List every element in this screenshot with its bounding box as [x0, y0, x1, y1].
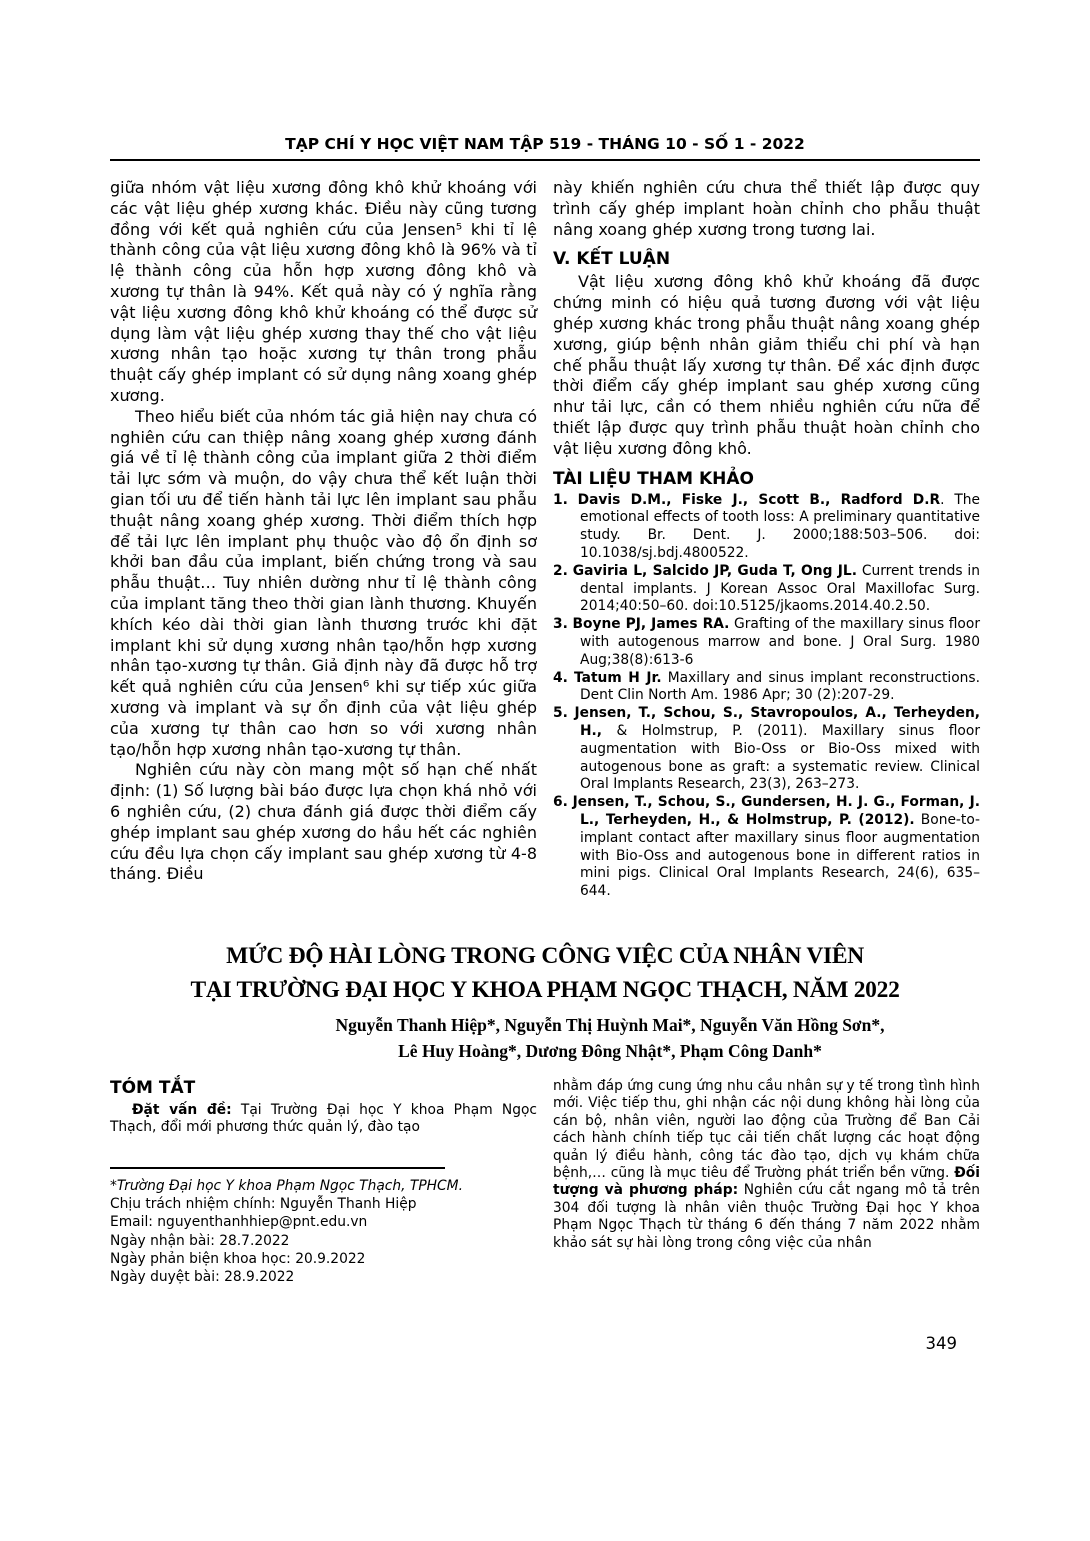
article2-title: [110, 939, 980, 1007]
reference-item: [553, 563, 980, 616]
article1-right-column: [553, 178, 980, 901]
reference-text: Maxillary and sinus implant reconstructions. Dent Clin North Am. 1986 Apr; 30 (2):207-29.: [580, 669, 981, 704]
journal-header: TẠP CHÍ Y HỌC VIỆT NAM TẬP 519 - THÁNG 10 - SỐ 1 - 2022: [110, 135, 980, 161]
reference-item: [553, 492, 980, 563]
article2-title-line1: MỨC ĐỘ HÀI LÒNG TRONG CÔNG VIỆC CỦA NHÂN VIÊN: [226, 942, 864, 969]
abstract-label: Đối tượng và phương pháp:: [553, 1164, 980, 1199]
abstract-text: nhằm đáp ứng cung ứng nhu cầu nhân sự y tế trong tình hình mới. Việc tiếp thu, ghi nhận các nội dung không hài lòng của cán bộ, nhân viên, người lao động của Trường để Ban Cải cách hành chính tiếp tục cải tiến chất lượng các hoạt động quản lý điều hành, công tác đào tạo, dịch vụ khám chữa bệnh,… cũng là mục tiêu để Trường phát triển bền vững.: [553, 1077, 980, 1181]
references-list: [553, 492, 980, 901]
article2-right-column: [553, 1078, 980, 1287]
reference-authors: Davis D.M., Fiske J., Scott B., Radford D.R: [577, 491, 941, 508]
abstract-paragraph-left: [110, 1102, 537, 1137]
abstract-text: Tại Trường Đại học Y khoa Phạm Ngọc Thạch, đổi mới phương thức quản lý, đào tạo: [110, 1101, 537, 1136]
paragraph: Theo hiểu biết của nhóm tác giả hiện nay chưa có nghiên cứu can thiệp nâng xoang ghép xương đánh giá về tỉ lệ thành công của implant giữa 2 thời điểm tải lực sớm và muộn, do vậy chưa thể kết luận thời gian tối ưu để tiến hành tải lực lên implant sau phẫu thuật nâng xoang ghép xương. Thời điểm thích hợp để tải lực lên implant phụ thuộc vào độ ổn định sơ khởi ban đầu của implant, biến chứng trong và sau phẫu thuật… Tuy nhiên dường như tỉ lệ thành công của implant tăng theo thời gian lành thương. Khuyến khích kéo dài thời gian lành thương trước khi đặt implant khi sử dụng xương nhân tạo/hỗn hợp xương nhân tạo-xương tự thân. Giả định này đã được hỗ trợ kết quả nghiên cứu của Jensen⁶ khi sự tiếp xúc giữa xương và implant và sự ổn định của vật liệu ghép của xương tự thân cao hơn so với xương nhân tạo/hỗn hợp xương nhân tạo-xương tự thân.: [110, 406, 537, 759]
conclusion-paragraph: Vật liệu xương đông khô khử khoáng đã được chứng minh có hiệu quả tương đương với vật liệu ghép xương khác trong phẫu thuật nâng xoang ghép xương, giúp bệnh nhân giảm thiểu chi phí và hạn chế phẫu thuật lấy xương tự thân. Để xác định được thời điểm cấy ghép implant sau ghép xương cũng như tải lực, cần có them nhiều nghiên cứu nữa để thiết lập được quy trình phẫu thuật hoàn chỉnh cho vật liệu xương đông khô.: [553, 272, 980, 458]
page-number: 349: [925, 1334, 957, 1353]
reference-authors: Tatum H Jr.: [574, 669, 662, 686]
footnote-accepted-date: Ngày duyệt bài: 28.9.2022: [110, 1269, 295, 1286]
article2-authors-line1: Nguyễn Thanh Hiệp*, Nguyễn Thị Huỳnh Mai*, Nguyễn Văn Hồng Sơn*,: [335, 1014, 885, 1035]
article2-columns: [110, 1078, 980, 1287]
reference-text: & Holmstrup, P. (2011). Maxillary sinus floor augmentation with Bio-Oss or Bio-Oss mixed with autogenous bone as graft: a systematic review. Clinical Oral Implants Research, 23(3), 263–273.: [580, 722, 980, 793]
footnote-review-date: Ngày phản biện khoa học: 20.9.2022: [110, 1250, 366, 1267]
footnote-affiliation: *Trường Đại học Y khoa Phạm Ngọc Thạch, TPHCM.: [110, 1177, 463, 1194]
reference-number: 4.: [553, 669, 568, 686]
abstract-label: Đặt vấn đề:: [132, 1101, 232, 1118]
reference-number: 6.: [553, 794, 568, 811]
article2-authors: [110, 1012, 980, 1064]
reference-authors: Gaviria L, Salcido JP, Guda T, Ong JL.: [572, 562, 857, 579]
footnote-email: Email: nguyenthanhhiep@pnt.edu.vn: [110, 1214, 368, 1231]
article2-left-column: [110, 1078, 537, 1287]
reference-item: [553, 705, 980, 794]
reference-item: [553, 794, 980, 901]
abstract-heading: TÓM TẮT: [110, 1077, 196, 1098]
footnote-separator: [110, 1167, 445, 1169]
reference-text: Grafting of the maxillary sinus floor with autogenous marrow and bone. J Oral Surg. 1980 Aug;38(8):613-6: [580, 616, 980, 668]
reference-number: 5.: [553, 705, 568, 722]
footnote-received-date: Ngày nhận bài: 28.7.2022: [110, 1232, 290, 1249]
article2-title-line2: TẠI TRƯỜNG ĐẠI HỌC Y KHOA PHẠM NGỌC THẠCH, NĂM 2022: [190, 976, 900, 1003]
reference-text: Current trends in dental implants. J Korean Assoc Oral Maxillofac Surg. 2014;40:50–60. doi:10.5125/jkaoms.2014.40.2.50.: [580, 562, 981, 615]
paragraph: Nghiên cứu này còn mang một số hạn chế nhất định: (1) Số lượng bài báo được lựa chọn khá nhỏ với 6 nghiên cứu, (2) chưa đánh giá được thời điểm cấy ghép implant sau ghép xương do hầu hết các nghiên cứu đều lựa chọn cấy implant sau ghép xương từ 4-8 tháng. Điều: [110, 760, 537, 884]
paragraph: này khiến nghiên cứu chưa thể thiết lập được quy trình cấy ghép implant hoàn chỉnh cho phẫu thuật nâng xoang ghép xương trong tương lai.: [553, 178, 980, 239]
reference-item: [553, 616, 980, 669]
reference-number: 2.: [553, 562, 568, 579]
abstract-text: Nghiên cứu cắt ngang mô tả trên 304 đối tượng là nhân viên thuộc Trường Đại học Y khoa Phạm Ngọc Thạch từ tháng 6 đến tháng 7 năm 2022 nhằm khảo sát sự hài lòng trong công việc của nhân: [553, 1182, 980, 1251]
article1-left-column: [110, 178, 537, 901]
reference-number: 3.: [553, 616, 568, 633]
article2-authors-line2: Lê Huy Hoàng*, Dương Đông Nhật*, Phạm Công Danh*: [398, 1040, 822, 1061]
reference-authors: Jensen, T., Schou, S., Stavropoulos, A., Terheyden, H.,: [574, 705, 981, 739]
article1-columns: [110, 178, 980, 901]
reference-authors: Jensen, T., Schou, S., Gundersen, H. J. G., Forman, J. L., Terheyden, H., & Holmstrup, P. (2012).: [572, 794, 980, 828]
reference-item: [553, 670, 980, 706]
footnote-block: [110, 1167, 537, 1287]
paragraph: giữa nhóm vật liệu xương đông khô khử khoáng với các vật liệu ghép xương khác. Điều này cũng tương đồng với kết quả nghiên cứu của Jensen⁵ khi tỉ lệ thành công của vật liệu xương đông khô là 96% và tỉ lệ thành công của hỗn hợp xương đông khô và xương tự thân là 94%. Kết quả này có ý nghĩa rằng vật liệu xương đông khô khử khoáng có thể được sử dụng làm vật liệu ghép xương thay thế cho vật liệu xương nhân tạo hoặc xương tự thân trong phẫu thuật cấy ghép implant có sử dụng nâng xoang ghép xương.: [110, 178, 537, 405]
reference-number: 1.: [553, 491, 568, 508]
footnote-responsible: Chịu trách nhiệm chính: Nguyễn Thanh Hiệp: [110, 1196, 417, 1212]
conclusion-heading: V. KẾT LUẬN: [553, 249, 671, 270]
reference-text: Bone-to-implant contact after maxillary sinus floor augmentation with Bio-Oss and autogenous bone in different ratios in mini pigs. Clinical Oral Implants Research, 24(6), 635–644.: [580, 811, 980, 900]
reference-text: . The emotional effects of tooth loss: A preliminary quantitative study. Br. Dent. J. 2000;188:503–506. doi: 10.1038/sj.bdj.4800522.: [580, 491, 981, 561]
reference-authors: Boyne PJ, James RA.: [572, 616, 730, 633]
references-heading: TÀI LIỆU THAM KHẢO: [553, 468, 754, 489]
abstract-paragraph-right: [553, 1078, 980, 1252]
